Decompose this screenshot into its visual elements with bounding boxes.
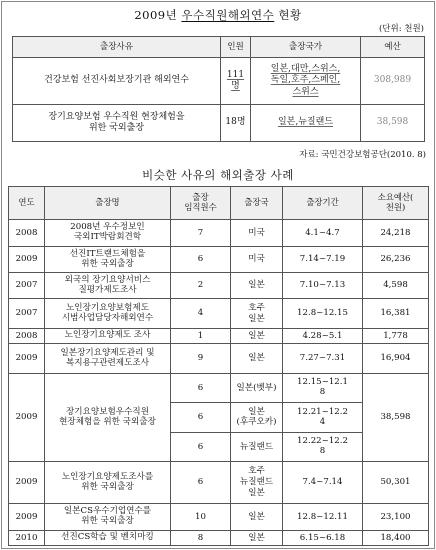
country-line: 독일,호주,스페인, [270,75,341,86]
countries-cell [251,58,361,105]
trip-name-cell [45,344,171,374]
source-note: 자료: 국민건강보험공단(2010. 8) [299,150,426,160]
country-line: 일본 [248,487,265,498]
table-header-row [13,37,425,58]
overseas-training-table [12,36,425,142]
name-line: 노인장기요양제도조사를 [61,471,154,482]
period-cell: 12.8~12.15 [283,299,363,329]
year-cell: 2009 [9,504,45,531]
period-line: 8 [319,446,326,456]
name-line: 2008년 우수정보인 [70,222,145,233]
period-cell: 6.15~6.18 [283,531,363,546]
reason-line: 위한 국외출장 [88,123,145,133]
period-cell: 4.1~4.7 [283,220,363,247]
col-header-year: 연도 [9,187,45,220]
country-line: 일본,뉴질랜드 [277,117,334,128]
period-cell: 12.8~12.11 [283,504,363,531]
period-line: 4 [319,416,326,427]
table-row [9,220,429,247]
budget-cell: 24,218 [363,220,429,247]
period-line: 12.22~12.2 [297,436,348,447]
budget-cell: 23,100 [363,504,429,531]
country-line: 뉴질랜드 [239,477,274,488]
country-cell [231,403,283,433]
header-line: 임직원수 [184,202,217,212]
country-line: 호주 [248,302,265,313]
name-line: 일본장기요양제도관리 및 [60,347,155,358]
reason-line: 장기요양보험 우수직원 현장체험을 [48,111,185,122]
col-header-name: 출장명 [45,187,171,220]
table-header-row [9,187,429,220]
year-cell: 2007 [9,273,45,299]
people-cell: 6 [171,247,231,273]
unit-note: (단위: 천원) [378,24,424,34]
table-row [9,247,429,273]
people-cell: 7 [171,220,231,247]
country-cell [231,462,283,504]
name-line: 위한 국외출장 [81,516,134,526]
people-cell: 6 [171,433,231,462]
year-cell: 2009 [9,344,45,374]
trip-name-cell [45,220,171,247]
budget-cell: 38,598 [363,374,429,462]
period-cell: 7.4~7.14 [283,462,363,504]
country-cell: 미국 [231,247,283,273]
year-cell: 2008 [9,329,45,344]
col-header-people [171,187,231,220]
header-line: 천원) [385,202,406,212]
country-line: 스위스 [292,86,319,97]
name-line: 노인장기요양보험제도 [65,302,150,313]
year-cell: 2009 [9,462,45,504]
country-cell: 일본 [231,344,283,374]
budget-cell: 26,236 [363,247,429,273]
period-cell [283,403,363,433]
period-line: 8 [319,387,326,397]
country-cell: 뉴질랜드 [231,433,283,462]
country-cell: 일본 [231,273,283,299]
title-main: 우수직원해외연수 [181,8,275,22]
budget-cell: 16,381 [363,299,429,329]
country-line: 일본,대만,스위스, [270,64,341,75]
budget-cell: 50,301 [363,462,429,504]
period-line: 12.21~12.2 [297,406,348,417]
people-cell: 1 [171,329,231,344]
col-header-period: 출장기간 [283,187,363,220]
title-year: 2009년 [134,8,178,22]
trip-name-cell [45,299,171,329]
people-count: 18명 [221,105,251,142]
trip-name-cell [45,273,171,299]
col-header-country: 출장국 [231,187,283,220]
period-cell: 4.28~5.1 [283,329,363,344]
budget-cell: 4,598 [363,273,429,299]
period-cell: 7.10~7.13 [283,273,363,299]
table-row [9,299,429,329]
table-row [9,462,429,504]
people-cell: 6 [171,374,231,403]
title-similar-cases: 비슷한 사유의 해외출장 사례 [142,168,294,182]
name-line: 현장체험을 위한 국외출장 [59,416,156,427]
col-header-budget [363,187,429,220]
trip-name-cell: 노인장기요양제도 조사 [45,329,171,344]
table-row [9,531,429,546]
title-2009-overseas-training [0,8,436,22]
people-cell: 2 [171,273,231,299]
header-line: 출장 [192,192,209,203]
country-cell: 일본 [231,531,283,546]
trip-name-cell: 선진CS학습 및 벤치마킹 [45,531,171,546]
budget-cell: 1,778 [363,329,429,344]
trip-name-cell [45,374,171,462]
people-cell: 6 [171,462,231,504]
people-cell: 9 [171,344,231,374]
people-cell: 6 [171,403,231,433]
people-count-value: 111명 [226,69,245,91]
budget-cell: 16,904 [363,344,429,374]
budget-value: 308,989 [361,58,425,105]
year-cell: 2010 [9,531,45,546]
country-cell: 일본 [231,329,283,344]
name-line: 위한 국외출장 [81,481,134,492]
people-cell: 4 [171,299,231,329]
budget-cell: 18,400 [363,531,429,546]
col-header-reason: 출장사유 [13,37,221,58]
country-line: 호주 [248,466,265,477]
trip-name-cell [45,504,171,531]
table-row [9,504,429,531]
year-cell: 2009 [9,247,45,273]
col-header-country: 출장국가 [251,37,361,58]
countries-cell [251,105,361,142]
name-line: 위한 국외출장 [81,258,134,269]
table-row [9,329,429,344]
table-row [9,374,429,403]
country-line: (후쿠오카) [236,416,277,427]
country-cell: 일본 [231,504,283,531]
trip-name-cell [45,247,171,273]
name-line: 장기요양보험우수직원 [65,406,150,417]
table-row [13,58,425,105]
country-line: 일본 [248,313,265,324]
table-row [9,344,429,374]
name-line: 질평가제도조사 [78,284,137,295]
people-count [221,58,251,105]
trip-reason [13,105,221,142]
period-line: 12.15~12.1 [297,377,348,388]
country-cell: 일본(벳부) [231,374,283,403]
title-suffix: 현황 [278,8,302,22]
people-cell: 8 [171,531,231,546]
country-cell: 미국 [231,220,283,247]
budget-value: 38,598 [361,105,425,142]
year-cell: 2008 [9,220,45,247]
table-row [13,105,425,142]
country-cell [231,299,283,329]
similar-trips-table [8,186,429,546]
period-cell: 7.27~7.31 [283,344,363,374]
header-line: 소요예산( [377,192,414,203]
trip-reason: 건강보험 선진사회보장기관 해외연수 [13,58,221,105]
col-header-budget: 예산 [361,37,425,58]
year-cell: 2009 [9,374,45,462]
col-header-people: 인원 [221,37,251,58]
name-line: 외국의 장기요양서비스 [64,274,151,285]
period-cell: 7.14~7.19 [283,247,363,273]
period-cell [283,433,363,462]
people-cell: 10 [171,504,231,531]
year-cell: 2007 [9,299,45,329]
name-line: 시범사업담당자해외연수 [61,312,154,323]
name-line: 국외IT박람회견학 [73,232,142,242]
country-line: 일본 [248,406,265,417]
table-row [9,273,429,299]
trip-name-cell [45,462,171,504]
period-cell [283,374,363,403]
name-line: 일본CS우수기업연수를 [63,506,152,517]
name-line: 복지용구관련제도조사 [65,357,150,368]
name-line: 선진IT트랜드체험을 [69,248,146,259]
